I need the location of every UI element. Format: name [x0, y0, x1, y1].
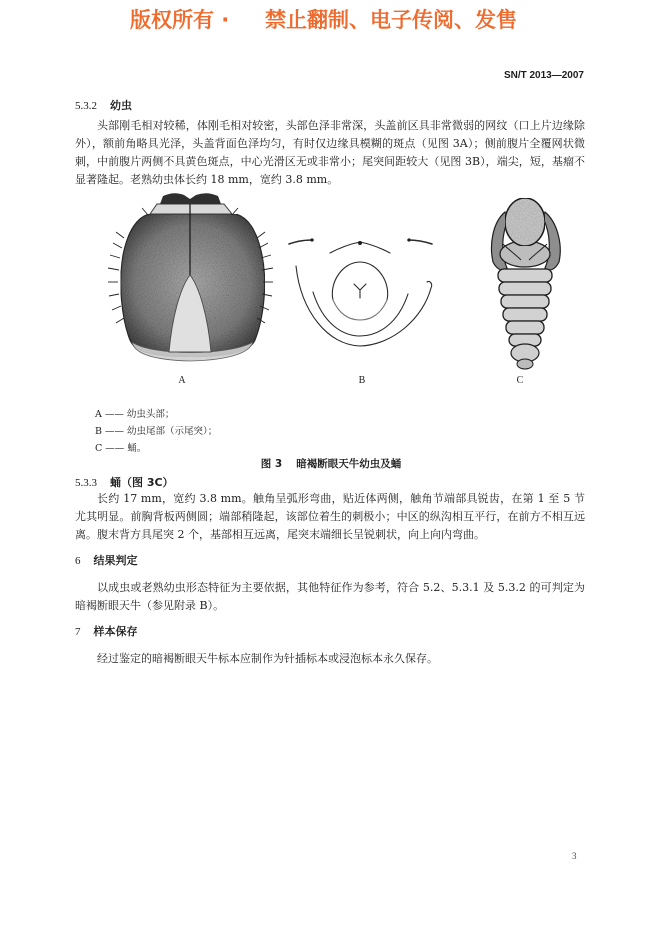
- section-title: 幼虫: [110, 99, 132, 112]
- figure-panel-label-b: B: [358, 375, 366, 386]
- section-title: 蛹（图 3C）: [110, 476, 174, 489]
- section-heading-7: [75, 623, 138, 641]
- figure-3a-larva-head-drawing: [104, 190, 276, 368]
- section-number: 5.3.2: [75, 100, 97, 112]
- section-body-7: 经过鉴定的暗褐断眼天牛标本应制作为针插标本或浸泡标本永久保存。: [97, 652, 438, 665]
- figure-3b-larva-tail-drawing: [283, 232, 438, 350]
- standard-number: SN/T 2013—2007: [503, 70, 584, 81]
- figure-caption-number: 图 3: [260, 458, 283, 470]
- figure-caption-title: 暗褐断眼天牛幼虫及蛹: [296, 458, 402, 470]
- legend-item: A —— 幼虫头部；: [95, 409, 175, 420]
- section-heading-5-3-2: [75, 97, 132, 115]
- figure-caption: [0, 456, 662, 472]
- section-body-5-3-3: 长约 17 mm，宽约 3.8 mm。触角呈弧形弯曲，贴近体两侧，触角节端部具锐齿，在第 1 至 5 节尤其明显。前胸背板两侧圆；端部稍隆起，该部位着生的刺极小；中区的纵沟相互平行，在前方不相互远离。腹末背方具尾突 2 个，基部相互远离，尾突末端细长呈锐刺状，向上向内弯曲。: [75, 492, 585, 541]
- section-heading-6: [75, 552, 138, 570]
- legend-item: B —— 幼虫尾部（示尾突）；: [95, 426, 218, 437]
- section-title: 样本保存: [93, 625, 138, 638]
- page-number: 3: [572, 851, 577, 861]
- figure-panel-label-c: C: [516, 375, 524, 386]
- figure-legend: [95, 406, 217, 457]
- section-body-6: 以成虫或老熟幼虫形态特征为主要依据，其他特征作为参考，符合 5.2、5.3.1 及 5.3.2 的可判定为暗褐断眼天牛（参见附录 B）。: [75, 581, 585, 612]
- legend-item: C —— 蛹。: [95, 443, 147, 454]
- section-body-5-3-2: 头部刚毛相对较稀，体刚毛相对较密，头部色泽非常深，头盖前区具非常微弱的网纹（口上片边缘除外），额前角略具光泽，头盖背面色泽均匀，有时仅边缘具模糊的斑点（见图 3A）；侧前腹片全覆网状微刺，中前腹片两侧不具黄色斑点，中心光滑区无或非常小；尾突间距较大（见图 3B），端尖，短，基瘤不显著隆起。老熟幼虫体长约 18 mm，宽约 3.8 mm。: [75, 119, 585, 186]
- copyright-banner-right: 禁止翻制、电子传阅、发售: [265, 8, 517, 32]
- section-number: 5.3.3: [75, 477, 97, 489]
- section-number: 7: [75, 626, 81, 638]
- figure-panel-label-a: A: [178, 375, 186, 386]
- figure-3c-pupa-drawing: [487, 194, 571, 372]
- section-number: 6: [75, 555, 81, 567]
- copyright-banner-left: 版权所有 ·: [130, 8, 230, 32]
- section-title: 结果判定: [93, 554, 138, 567]
